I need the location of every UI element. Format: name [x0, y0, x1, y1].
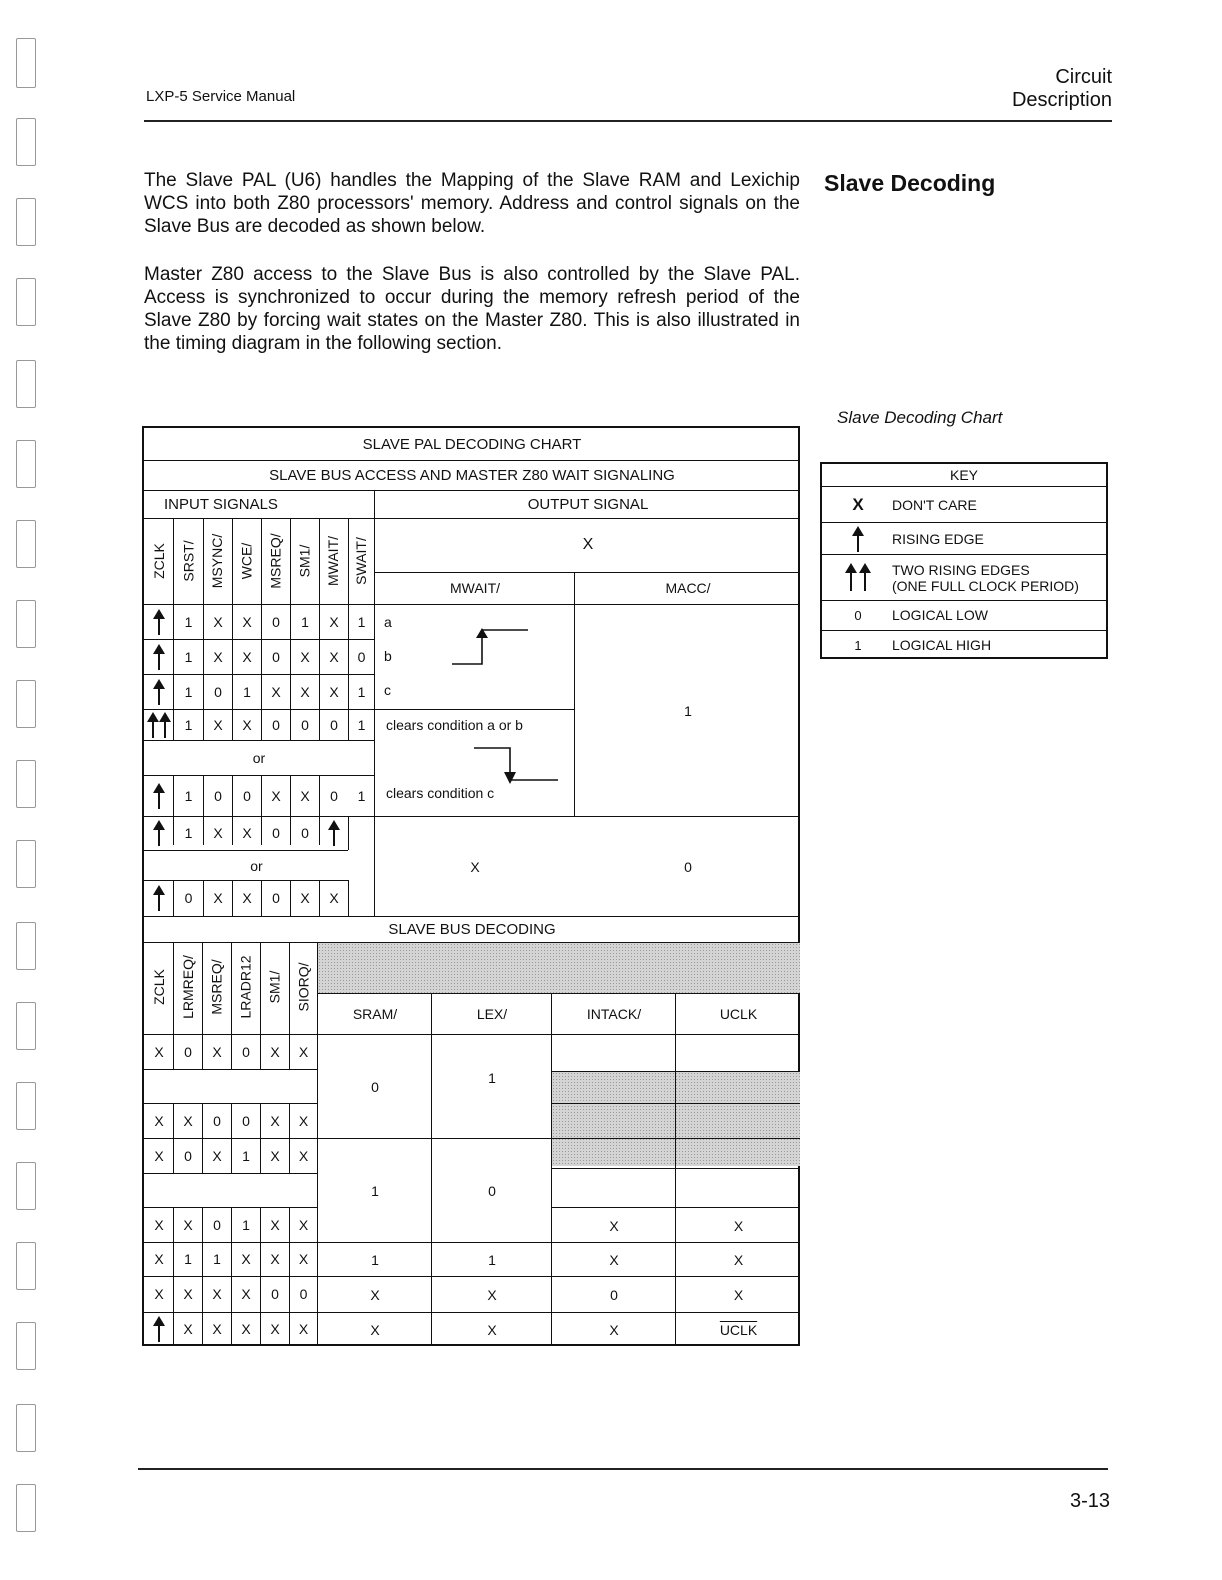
group1-sram: 0	[371, 1079, 379, 1095]
bus-cell-value: X	[270, 1321, 280, 1337]
cell-value: X	[213, 716, 223, 733]
cell-value: 0	[330, 716, 338, 733]
chart-subtitle: SLAVE BUS ACCESS AND MASTER Z80 WAIT SIGNALING	[269, 466, 675, 484]
binder-hole	[16, 360, 36, 408]
binder-hole	[16, 1242, 36, 1290]
cell-value: 0	[357, 648, 366, 665]
cell-value: 1	[357, 787, 366, 804]
cell-value: 0	[330, 787, 338, 804]
binder-hole	[16, 680, 36, 728]
bus-cell-value: 0	[299, 1286, 308, 1302]
row11-sram: 1	[371, 1252, 379, 1268]
bus-header-uclk: UCLK	[719, 1006, 758, 1022]
cell-value: X	[242, 825, 252, 841]
bus-header-zclk: ZCLK	[150, 969, 167, 1005]
bus-cell-value: X	[212, 1321, 222, 1337]
chart-caption: Slave Decoding Chart	[837, 408, 1003, 427]
cell-value: 1	[184, 648, 193, 665]
bus-header-lradr12: LRADR12	[237, 955, 254, 1019]
key-two-rising-line1: TWO RISING EDGES	[892, 562, 1030, 578]
binder-hole	[16, 1404, 36, 1452]
section-title: Slave Decoding	[824, 170, 996, 196]
output-dont-care: X	[582, 536, 594, 553]
rising-waveform-icon	[444, 624, 534, 670]
bus-cell-value: X	[154, 1286, 164, 1302]
binder-hole	[16, 922, 36, 970]
binder-hole	[16, 1162, 36, 1210]
key-rising-text: RISING EDGE	[892, 531, 984, 547]
bus-decoding-title: SLAVE BUS DECODING	[388, 920, 556, 938]
cell-value: 1	[357, 683, 366, 700]
bus-cell-value: X	[298, 1321, 309, 1337]
cell-value: X	[271, 683, 281, 700]
header-sm1: SM1/	[296, 544, 313, 578]
bus-header-lex: LEX/	[476, 1006, 508, 1022]
bus-cell-value: X	[270, 1216, 280, 1233]
cond-a: a	[384, 614, 392, 630]
header-msync: MSYNC/	[209, 533, 226, 589]
rising-edge-icon	[144, 639, 173, 674]
manual-title: LXP-5 Service Manual	[146, 88, 296, 105]
rising-edge-icon	[144, 880, 173, 916]
cell-value: X	[271, 787, 281, 804]
lower-macc-zero: 0	[684, 859, 692, 875]
row-intack-x: X	[609, 1217, 619, 1234]
cell-value: X	[329, 648, 339, 665]
header-swait: SWAIT/	[353, 537, 370, 585]
bus-cell-value: 1	[213, 1251, 221, 1267]
bus-cell-value: X	[298, 1147, 309, 1164]
shaded-region	[318, 943, 800, 993]
cell-value: X	[213, 890, 223, 906]
row00-sram: X	[370, 1287, 380, 1303]
section-header	[1012, 66, 1112, 112]
bus-header-sram: SRAM/	[352, 1006, 398, 1022]
cond-c: c	[384, 682, 391, 698]
rowclk-uclk-inverted: UCLK	[719, 1322, 758, 1338]
cell-value: 1	[243, 683, 251, 700]
bus-cell-value: 0	[213, 1112, 221, 1129]
section-header-line2: Description	[1011, 89, 1112, 111]
rising-edge-icon	[144, 604, 173, 639]
binder-hole	[16, 38, 36, 88]
cell-value: 0	[272, 613, 280, 630]
bus-cell-value: X	[183, 1321, 193, 1337]
bus-header-sm1: SM1/	[266, 970, 283, 1004]
cell-value: 0	[272, 890, 280, 906]
clears-condition-c: clears condition c	[386, 785, 495, 801]
cell-value: 1	[357, 613, 366, 630]
page-number: 3-13	[1069, 1490, 1110, 1512]
bus-cell-value: X	[270, 1147, 280, 1164]
cell-value: X	[242, 890, 252, 906]
rising-edge-icon	[822, 524, 894, 554]
header-zclk: ZCLK	[150, 543, 167, 579]
binder-hole	[16, 1002, 36, 1050]
bus-cell-value: X	[298, 1251, 309, 1267]
cell-value: 0	[184, 890, 193, 906]
cell-value: X	[300, 890, 310, 906]
bus-cell-value: X	[154, 1251, 164, 1267]
rowclk-intack: X	[609, 1322, 619, 1338]
bus-cell-value: X	[212, 1043, 222, 1060]
cell-value: 1	[184, 825, 193, 841]
binder-hole	[16, 760, 36, 808]
key-table	[820, 462, 1108, 659]
key-x-symbol: X	[852, 495, 864, 514]
binder-hole	[16, 840, 36, 888]
rising-edge-icon	[144, 1312, 173, 1346]
two-rising-edges-icon	[822, 556, 894, 598]
bus-cell-value: 0	[184, 1043, 192, 1060]
or-label-1: or	[252, 750, 266, 766]
bus-cell-value: X	[212, 1147, 222, 1164]
rising-edge-icon	[144, 816, 173, 850]
bus-cell-value: 1	[242, 1216, 250, 1233]
macc-one: 1	[684, 703, 692, 719]
cell-value: X	[242, 613, 252, 630]
group2-sram: 1	[371, 1183, 379, 1199]
binder-hole	[16, 278, 36, 326]
binder-hole	[16, 1484, 36, 1532]
header-wce: WCE/	[238, 542, 255, 580]
rising-edge-icon	[320, 816, 348, 850]
cell-value: 0	[214, 683, 222, 700]
bus-cell-value: X	[298, 1112, 309, 1129]
key-zero-symbol: 0	[854, 607, 862, 623]
bus-cell-value: 0	[184, 1147, 192, 1164]
cell-value: 0	[243, 787, 251, 804]
bus-cell-value: 1	[184, 1251, 192, 1267]
or-label-2: or	[250, 857, 263, 874]
cell-value: 0	[301, 716, 309, 733]
key-two-rising-line2: (ONE FULL CLOCK PERIOD)	[892, 578, 1079, 594]
cell-value: 0	[214, 787, 222, 804]
cell-value: 0	[301, 825, 309, 841]
bus-cell-value: X	[154, 1147, 164, 1164]
cell-value: 1	[184, 716, 193, 733]
bus-cell-value: X	[241, 1251, 251, 1267]
bus-cell-value: X	[298, 1216, 309, 1233]
bus-header-intack: INTACK/	[586, 1006, 642, 1022]
header-divider	[144, 120, 1112, 122]
binder-hole	[16, 520, 36, 568]
clears-condition-ab: clears condition a or b	[386, 717, 523, 733]
bus-cell-value: 1	[242, 1147, 250, 1164]
bus-header-msreq: MSREQ/	[208, 959, 225, 1015]
group1-lex: 1	[488, 1070, 496, 1086]
cell-value: 1	[184, 613, 193, 630]
row00-uclk: X	[733, 1287, 744, 1303]
bus-cell-value: 0	[242, 1043, 250, 1060]
input-signals-label: INPUT SIGNALS	[164, 495, 278, 513]
binder-hole	[16, 1082, 36, 1130]
rising-edge-icon	[144, 674, 173, 709]
rising-edge-icon	[144, 775, 173, 816]
key-one-symbol: 1	[854, 637, 862, 653]
cell-value: 0	[272, 648, 280, 665]
cell-value: X	[242, 648, 252, 665]
row00-intack: 0	[610, 1287, 618, 1303]
bus-cell-value: 0	[213, 1216, 221, 1233]
shaded-intack-uclk	[552, 1072, 800, 1166]
bus-cell-value: X	[183, 1216, 193, 1233]
key-one-text: LOGICAL HIGH	[892, 637, 992, 653]
row11-intack: X	[609, 1252, 619, 1268]
bus-header-lrmreq: LRMREQ/	[179, 955, 196, 1019]
paragraph-2: Master Z80 access to the Slave Bus is also controlled by the Slave PAL. Access is synchronized to occur during the memory refresh period of the Slave Z80 by forcing wait states on the Master Z80. This is also illustrated in the timing diagram in the following section.	[144, 264, 800, 354]
bus-cell-value: X	[183, 1286, 193, 1302]
bus-cell-value: X	[241, 1286, 251, 1302]
rowclk-sram: X	[370, 1322, 380, 1338]
key-two-rising-text	[892, 558, 1079, 598]
cell-value: 1	[301, 613, 309, 630]
two-rising-edges-icon	[144, 709, 173, 740]
cell-value: 1	[357, 716, 366, 733]
bus-cell-value: X	[154, 1112, 164, 1129]
bus-header-siorq: SIORQ/	[295, 962, 312, 1012]
bus-cell-value: X	[298, 1043, 309, 1060]
key-zero-text: LOGICAL LOW	[892, 607, 988, 623]
key-title: KEY	[949, 467, 978, 483]
slave-pal-decoding-chart	[142, 426, 800, 1346]
cell-value: X	[300, 787, 310, 804]
cell-value: 1	[184, 683, 193, 700]
section-header-line1: Circuit	[1055, 66, 1112, 88]
bus-cell-value: X	[270, 1043, 280, 1060]
output-signal-label: OUTPUT SIGNAL	[527, 495, 649, 513]
cell-value: X	[213, 613, 223, 630]
group2-lex: 0	[488, 1183, 496, 1199]
header-msreq: MSREQ/	[267, 533, 284, 589]
bus-cell-value: X	[212, 1286, 222, 1302]
rowclk-lex: X	[487, 1322, 497, 1338]
bus-cell-value: X	[154, 1216, 164, 1233]
bus-cell-value: 0	[271, 1286, 279, 1302]
cell-value: X	[329, 613, 339, 630]
cell-value: 0	[272, 825, 280, 841]
cell-value: X	[329, 683, 339, 700]
bus-cell-value: X	[270, 1251, 280, 1267]
key-x-text: DON'T CARE	[892, 497, 977, 513]
bus-cell-value: 0	[242, 1112, 250, 1129]
cell-value: X	[300, 648, 310, 665]
binder-hole	[16, 600, 36, 648]
header-macc-out: MACC/	[665, 580, 711, 596]
bus-cell-value: X	[183, 1112, 193, 1129]
cell-value: X	[329, 890, 339, 906]
row00-lex: X	[487, 1287, 497, 1303]
header-srst: SRST/	[180, 540, 197, 582]
bus-cell-value: X	[241, 1321, 251, 1337]
cell-value: X	[242, 716, 252, 733]
cell-value: X	[300, 683, 310, 700]
row-uclk-x: X	[733, 1217, 744, 1234]
lower-mwait-x: X	[470, 859, 480, 875]
binder-hole	[16, 440, 36, 488]
row11-lex: 1	[488, 1252, 496, 1268]
binder-hole	[16, 198, 36, 246]
cell-value: X	[213, 825, 223, 841]
header-mwait: MWAIT/	[325, 535, 342, 587]
cell-value: X	[213, 648, 223, 665]
paragraph-1: The Slave PAL (U6) handles the Mapping of the Slave RAM and Lexichip WCS into both Z80 processors' memory. Address and control signals on the Slave Bus are decoded as shown below.	[144, 170, 800, 237]
bus-cell-value: X	[270, 1112, 280, 1129]
footer-divider	[138, 1468, 1108, 1470]
cell-value: 1	[184, 787, 193, 804]
row11-uclk: X	[733, 1252, 744, 1268]
cell-value: 0	[272, 716, 280, 733]
chart-title: SLAVE PAL DECODING CHART	[362, 435, 582, 453]
binder-hole	[16, 118, 36, 166]
binder-hole	[16, 1322, 36, 1370]
bus-cell-value: X	[154, 1043, 164, 1060]
header-mwait-out: MWAIT/	[449, 580, 501, 596]
cond-b: b	[384, 648, 392, 664]
